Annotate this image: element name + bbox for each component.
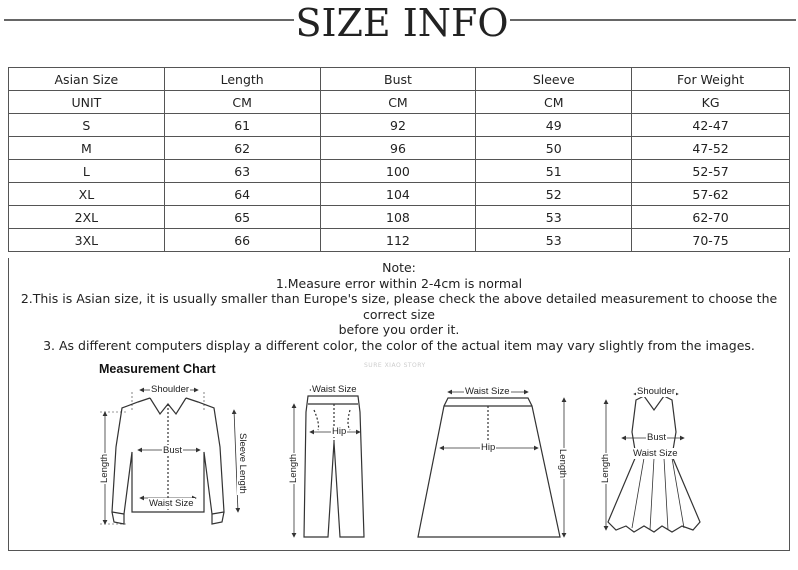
measurement-chart-title: Measurement Chart [99,362,216,376]
table-cell: 50 [476,137,632,160]
pants-length-label: Length [288,453,299,483]
table-cell: 49 [476,114,632,137]
table-cell: 70-75 [632,229,790,252]
dress-bust-label: Bust [647,432,667,443]
dress-length-label: Length [600,453,611,483]
dress-waist-label: Waist Size [633,448,678,459]
shirt-length-label: Length [99,453,110,483]
table-cell: CM [164,91,320,114]
shirt-sleeve-label: Sleeve Length [237,433,248,494]
note-line-3: 3. As different computers display a different color, the color of the actual item may vary slightly from the images. [43,337,755,353]
table-cell: KG [632,91,790,114]
shirt-shoulder-label: Shoulder [151,384,190,395]
skirt-waist-label: Waist Size [465,386,510,397]
table-cell: 61 [164,114,320,137]
table-cell: 112 [320,229,476,252]
table-row [9,183,790,206]
note-line-2a: 2.This is Asian size, it is usually smaller than Europe's size, please check the above detailed measurement to choose the correct size [20,291,778,322]
table-cell: S [9,114,165,137]
table-cell: 57-62 [632,183,790,206]
table-cell: 62-70 [632,206,790,229]
skirt-length-label: Length [557,449,568,479]
pants-drawing [304,396,364,537]
shirt-bust-label: Bust [163,445,183,456]
table-cell: L [9,160,165,183]
skirt-drawing [418,398,560,537]
table-cell: 64 [164,183,320,206]
header-for-weight: For Weight [632,68,790,91]
dress-shoulder-label: Shoulder [637,386,676,397]
table-cell: 62 [164,137,320,160]
header-bust: Bust [320,68,476,91]
table-cell: 42-47 [632,114,790,137]
page-title: SIZE INFO [295,1,509,45]
table-row [9,137,790,160]
skirt-hip-label: Hip [481,442,496,453]
table-cell: 65 [164,206,320,229]
header-length: Length [164,68,320,91]
table-cell: UNIT [9,91,165,114]
title-row [0,0,798,48]
table-cell: 92 [320,114,476,137]
store-watermark: SURE XIAO STORY [364,362,426,369]
table-row [9,206,790,229]
table-cell: 63 [164,160,320,183]
table-row [9,160,790,183]
header-asian-size: Asian Size [9,68,165,91]
pants-waist-label: Waist Size [312,384,357,395]
table-cell: CM [320,91,476,114]
table-cell: 53 [476,229,632,252]
table-cell: 52-57 [632,160,790,183]
note-line-1: 1.Measure error within 2-4cm is normal [275,275,523,291]
pants-hip-label: Hip [332,426,347,437]
table-cell: CM [476,91,632,114]
size-table [8,67,790,252]
table-cell: M [9,137,165,160]
table-cell: 96 [320,137,476,160]
table-cell: 47-52 [632,137,790,160]
table-cell: 66 [164,229,320,252]
table-cell: 2XL [9,206,165,229]
table-cell: 51 [476,160,632,183]
table-header-row [9,68,790,91]
table-cell: 104 [320,183,476,206]
title-rule-right [510,19,796,21]
note-line-2b: before you order it. [338,322,460,337]
notes-heading: Note: [382,260,416,275]
header-sleeve: Sleeve [476,68,632,91]
table-cell: 100 [320,160,476,183]
shirt-waist-label: Waist Size [149,498,194,509]
table-cell: XL [9,183,165,206]
table-cell: 3XL [9,229,165,252]
title-rule-left [4,19,294,21]
table-cell: 108 [320,206,476,229]
dress-drawing [608,396,700,532]
measurement-chart [88,352,738,547]
table-unit-row [9,91,790,114]
table-row [9,114,790,137]
table-row [9,229,790,252]
table-cell: 52 [476,183,632,206]
table-cell: 53 [476,206,632,229]
